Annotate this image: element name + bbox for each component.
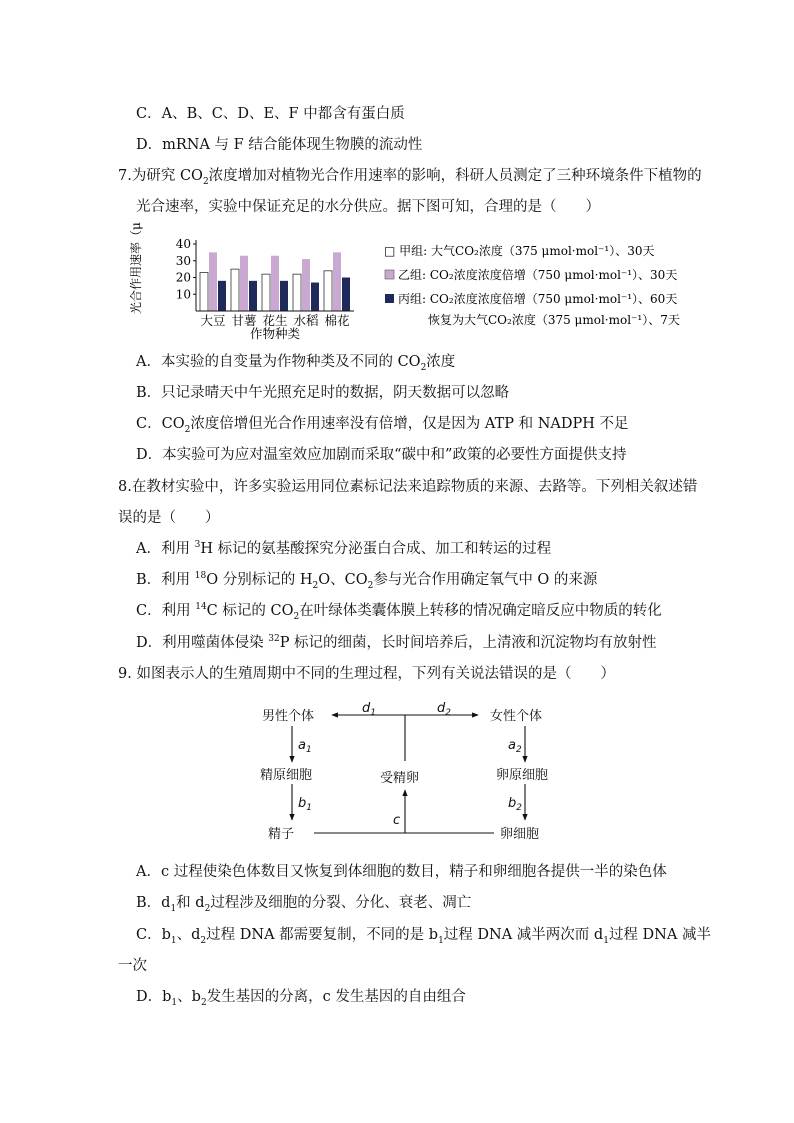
label-a1: $a_1$ bbox=[298, 738, 312, 755]
q8-stem: 8.在教材实验中，许多实验运用同位素标记法来追踪物质的来源、去路等。下列相关叙述错 bbox=[118, 479, 698, 495]
zygote: 受精卵 bbox=[380, 771, 420, 786]
bar-棉花-series-2 bbox=[333, 252, 341, 311]
q9-option-d: D．$b_1$、$b_2$发生基因的分离，c 发生基因的自由组合 bbox=[136, 989, 466, 1008]
legend-line-4: 恢复为大气CO₂浓度（375 μmol·mol⁻¹）、7天 bbox=[428, 313, 680, 327]
q6-option-c: C．A、B、C、D、E、F 中都含有蛋白质 bbox=[136, 106, 405, 122]
q8-option-c: C．利用 $^{14}$C 标记的 $CO_2$在叶绿体类囊体膜上转移的情况确定暗反应中物质的转化 bbox=[136, 602, 662, 622]
category-label-棉花: 棉花 bbox=[324, 313, 350, 328]
oogonium: 卵原细胞 bbox=[496, 768, 549, 783]
category-label-水稻: 水稻 bbox=[293, 313, 319, 328]
q7-stem-line2: 光合速率，实验中保证充足的水分供应。据下图可知，合理的是（ ） bbox=[136, 199, 600, 215]
bar-水稻-series-1 bbox=[293, 274, 301, 311]
female-individual: 女性个体 bbox=[490, 709, 543, 724]
y-tick-label: 10 bbox=[175, 287, 191, 302]
sperm: 精子 bbox=[268, 827, 295, 842]
legend-line-3: 丙组: CO₂浓度浓度倍增（750 μmol·mol⁻¹）、60天 bbox=[398, 292, 678, 306]
y-tick-label: 30 bbox=[175, 253, 191, 268]
bar-甘薯-series-3 bbox=[249, 281, 257, 311]
legend-swatch-2 bbox=[385, 270, 394, 279]
photosynthesis-rate-chart bbox=[130, 222, 690, 347]
bar-水稻-series-2 bbox=[302, 259, 310, 311]
q7-stem: 7.为研究 $CO_2$浓度增加对植物光合作用速率的影响，科研人员测定了三种环境条件下植物的 bbox=[118, 168, 702, 187]
x-axis-label: 作物种类 bbox=[249, 326, 301, 341]
bar-大豆-series-1 bbox=[200, 272, 208, 311]
bar-花生-series-3 bbox=[280, 281, 288, 311]
male-individual: 男性个体 bbox=[262, 709, 315, 724]
bar-花生-series-1 bbox=[262, 274, 270, 311]
q7-option-a: A．本实验的自变量为作物种类及不同的 $CO_2$浓度 bbox=[136, 354, 456, 373]
bar-甘薯-series-1 bbox=[231, 269, 239, 311]
bar-水稻-series-3 bbox=[311, 283, 319, 311]
legend-line-2: 乙组: CO₂浓度浓度倍增（750 μmol·mol⁻¹）、30天 bbox=[398, 268, 678, 282]
q8-option-a: A．利用 $^3$H 标记的氨基酸探究分泌蛋白合成、加工和转运的过程 bbox=[136, 540, 552, 557]
bar-大豆-series-2 bbox=[209, 252, 217, 311]
bar-棉花-series-3 bbox=[342, 278, 350, 312]
q7-option-d: D．本实验可为应对温室效应加剧而采取“碳中和”政策的必要性方面提供支持 bbox=[136, 447, 627, 463]
category-label-花生: 花生 bbox=[262, 313, 288, 328]
label-d1: $d_1$ bbox=[362, 701, 376, 718]
label-b1: $b_1$ bbox=[298, 796, 312, 813]
bar-大豆-series-3 bbox=[218, 281, 226, 311]
q7-option-b: B．只记录晴天中午光照充足时的数据，阴天数据可以忽略 bbox=[136, 385, 510, 401]
y-axis-label: 光合作用速率（μmol·m⁻²·s⁻¹） bbox=[130, 222, 143, 314]
q6-option-d: D．mRNA 与 F 结合能体现生物膜的流动性 bbox=[136, 137, 423, 153]
q9-option-c-line2: 一次 bbox=[118, 958, 147, 974]
q9-stem: 9. 如图表示人的生殖周期中不同的生理过程，下列有关说法错误的是（ ） bbox=[118, 666, 615, 682]
bar-棉花-series-1 bbox=[324, 271, 332, 311]
category-label-大豆: 大豆 bbox=[200, 313, 226, 328]
legend-line-1: □ 甲组: 大气CO₂浓度（375 μmol·mol⁻¹）、30天 bbox=[384, 244, 655, 258]
label-c: c bbox=[393, 813, 401, 828]
category-label-甘薯: 甘薯 bbox=[231, 313, 257, 328]
label-b2: $b_2$ bbox=[508, 796, 522, 813]
legend-swatch-3 bbox=[385, 294, 394, 303]
q8-stem-line2: 误的是（ ） bbox=[118, 510, 220, 526]
q9-option-c: C．$b_1$、$d_2$过程 DNA 都需要复制，不同的是 $b_1$过程 DNA 减半两次而 $d_1$过程 DNA 减半 bbox=[136, 927, 711, 946]
bar-花生-series-2 bbox=[271, 256, 279, 311]
q9-option-b: B．$d_1$和 $d_2$过程涉及细胞的分裂、分化、衰老、凋亡 bbox=[136, 895, 472, 914]
egg-cell: 卵细胞 bbox=[500, 827, 540, 842]
y-tick-label: 20 bbox=[175, 270, 191, 285]
bar-甘薯-series-2 bbox=[240, 256, 248, 311]
y-tick-label: 40 bbox=[175, 237, 191, 251]
q8-option-b: B．利用 $^{18}$O 分别标记的 $H_2O$、$CO_2$参与光合作用确定氧气中 O 的来源 bbox=[136, 571, 598, 591]
spermatogonium: 精原细胞 bbox=[260, 768, 313, 783]
reproduction-cycle-diagram bbox=[250, 696, 560, 848]
q8-option-d: D．利用噬菌体侵染 $^{32}$P 标记的细菌，长时间培养后，上清液和沉淀物均有放射性 bbox=[136, 634, 657, 651]
label-d2: $d_2$ bbox=[437, 701, 451, 718]
label-a2: $a_2$ bbox=[508, 738, 522, 755]
chart-legend bbox=[384, 243, 680, 327]
q9-option-a: A．c 过程使染色体数目又恢复到体细胞的数目，精子和卵细胞各提供一半的染色体 bbox=[136, 864, 667, 880]
q7-option-c: C．$CO_2$浓度倍增但光合作用速率没有倍增，仅是因为 ATP 和 NADPH 不足 bbox=[136, 416, 629, 435]
